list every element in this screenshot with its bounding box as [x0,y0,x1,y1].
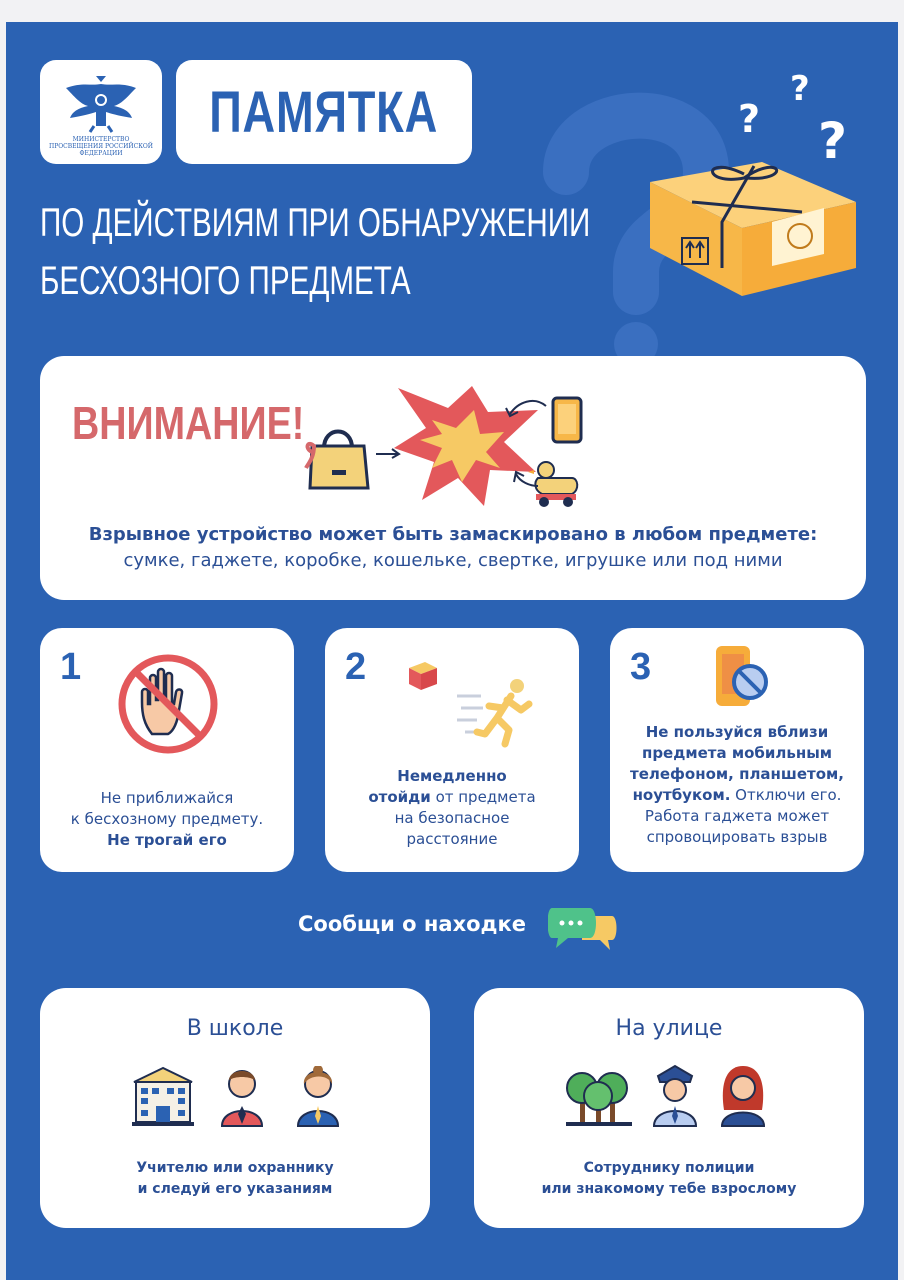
step-text-bold: телефоном, планшетом, [630,765,844,783]
street-card [474,988,864,1228]
parcel-box-icon [642,62,872,302]
trees-icon [566,1064,632,1128]
step-text [333,766,571,850]
teacher-man-icon [218,1066,266,1128]
street-text-line: Сотруднику полиции [583,1160,755,1176]
subtitle-line-1: ПО ДЕЙСТВИЯМ ПРИ ОБНАРУЖЕНИИ [40,201,591,245]
page-title: ПАМЯТКА [209,79,439,145]
step-text-bold: Не трогай его [107,831,227,849]
step-text-bold: Немедленно [397,767,507,785]
school-description [40,1158,430,1200]
street-description [474,1158,864,1200]
step-number: 2 [345,646,367,688]
step-text-bold: отойди [368,788,431,806]
subtitle-line-2: БЕСХОЗНОГО ПРЕДМЕТА [40,259,411,303]
arrow-icon [504,396,548,422]
attention-text-regular: сумке, гаджете, коробке, кошельке, свертке, игрушке или под ними [123,550,783,571]
step-text-line: к бесхозному предмету. [70,810,264,828]
police-officer-icon [650,1064,700,1128]
adult-woman-icon [718,1064,768,1128]
report-label: Сообщи о находке [298,912,527,936]
attention-card [40,356,866,600]
attention-title: ВНИМАНИЕ! [72,397,305,449]
title-box [176,60,472,164]
street-title: На улице [615,1016,723,1041]
step-text [48,788,286,851]
guard-woman-icon [294,1066,342,1128]
no-touch-hand-icon [116,652,220,756]
school-text-line: и следуй его указаниям [137,1181,333,1197]
arrow-icon [510,468,540,492]
step-number: 3 [630,646,652,688]
school-text-line: Учителю или охраннику [136,1160,334,1176]
step-card-2 [325,628,579,872]
svg-text:?: ? [818,112,848,170]
step-text-line: расстояние [406,830,498,848]
step-card-3 [610,628,864,872]
eagle-emblem-icon [60,74,142,134]
school-card [40,988,430,1228]
svg-text:?: ? [790,69,810,109]
step-text-line: на безопасное [394,809,510,827]
small-box-icon [405,658,441,694]
running-person-icon [455,678,535,750]
step-text-line: Отключи его. [730,786,842,804]
step-text-line: Не приближайся [100,789,234,807]
subtitle [40,194,591,310]
step-text-line: спровоцировать взрыв [646,828,828,846]
school-title: В школе [186,1016,284,1041]
step-text-bold: Не пользуйся вблизи [645,723,829,741]
attention-text-bold: Взрывное устройство может быть замаскировано в любом предмете: [88,524,818,545]
street-text-line: или знакомому тебе взрослому [541,1181,797,1197]
phone-off-icon [710,642,774,712]
step-text-bold: ноутбуком. [632,786,731,804]
handbag-icon [304,418,374,494]
smartphone-icon [550,396,584,444]
step-text-bold: предмета мобильным [641,744,833,762]
step-card-1 [40,628,294,872]
step-text-line: Работа гаджета может [644,807,830,825]
step-text [618,722,856,848]
poster [6,22,898,1280]
ministry-logo [40,60,162,164]
school-building-icon [132,1066,194,1128]
question-mark-icon: ? [738,97,761,141]
step-number: 1 [60,646,82,688]
step-text-line: от предмета [430,788,536,806]
logo-caption: МИНИСТЕРСТВО ПРОСВЕЩЕНИЯ РОССИЙСКОЙ ФЕДЕРАЦИИ [48,136,153,157]
chat-bubbles-icon [548,906,620,954]
